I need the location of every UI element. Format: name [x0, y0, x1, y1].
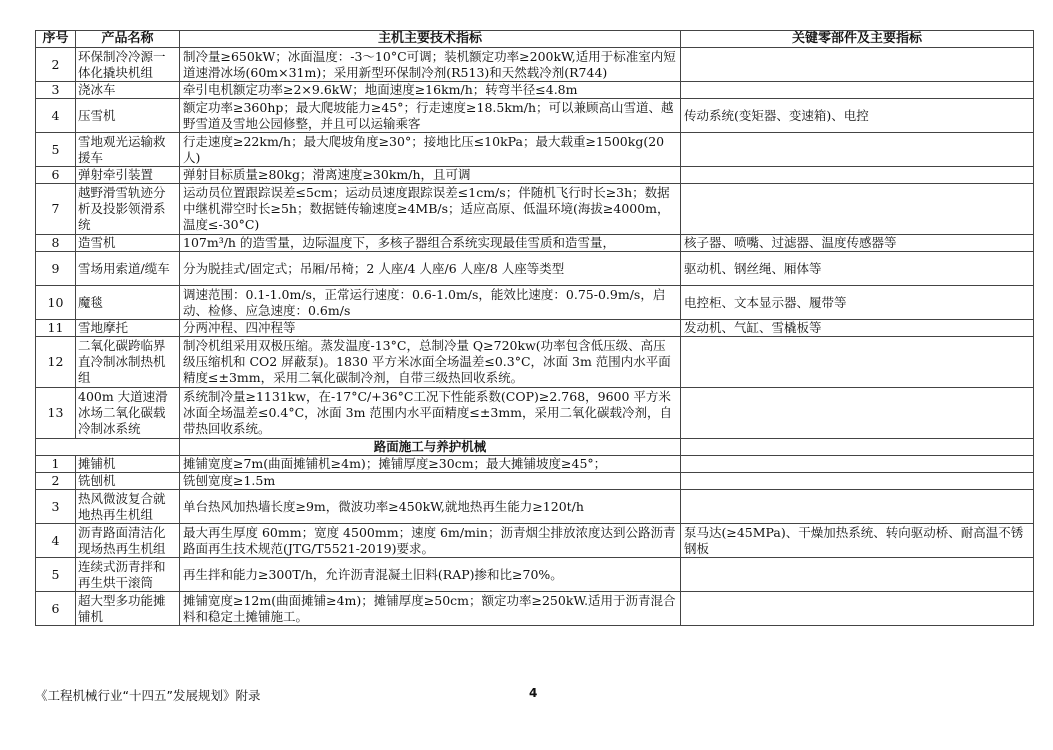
main-spec: 107m³/h 的造雪量，边际温度下，多核子器组合系统实现最佳雪质和造雪量，	[180, 235, 681, 252]
main-spec: 摊铺宽度≥7m(曲面摊铺机≥4m)；摊铺厚度≥30cm；最大摊铺坡度≥45°；	[180, 456, 681, 473]
key-parts	[681, 82, 1034, 99]
section-header-row	[36, 439, 1034, 456]
key-parts: 核子器、喷嘴、过滤器、温度传感器等	[681, 235, 1034, 252]
table-row	[36, 558, 1034, 592]
product-name: 造雪机	[76, 235, 180, 252]
main-spec: 牵引电机额定功率≥2×9.6kW；地面速度≥16km/h；转弯半径≤4.8m	[180, 82, 681, 99]
header-parts: 关键零部件及主要指标	[681, 31, 1034, 48]
table-row	[36, 490, 1034, 524]
product-name: 压雪机	[76, 99, 180, 133]
key-parts	[681, 558, 1034, 592]
product-name: 摊铺机	[76, 456, 180, 473]
row-number: 13	[36, 388, 76, 439]
key-parts: 泵马达(≥45MPa)、干燥加热系统、转向驱动桥、耐高温不锈钢板	[681, 524, 1034, 558]
row-number: 2	[36, 473, 76, 490]
main-spec: 行走速度≥22km/h；最大爬坡角度≥30°；接地比压≤10kPa；最大载重≥1500kg(20人)	[180, 133, 681, 167]
table-row	[36, 337, 1034, 388]
key-parts	[681, 48, 1034, 82]
table-row	[36, 99, 1034, 133]
key-parts: 发动机、气缸、雪橇板等	[681, 320, 1034, 337]
main-spec: 系统制冷量≥1131kw，在-17°C/+36°C工况下性能系数(COP)≥2.768，9600 平方米冰面全场温差≤0.4°C，冰面 3m 范围内水平面精度≤±3mm，采用二氧化碳载冷剂，自带热回收系统。	[180, 388, 681, 439]
product-name: 连续式沥青拌和再生烘干滚筒	[76, 558, 180, 592]
main-spec: 最大再生厚度 60mm；宽度 4500mm；速度 6m/min；沥青烟尘排放浓度达到公路沥青路面再生技术规范(JTG/T5521-2019)要求。	[180, 524, 681, 558]
product-name: 浇冰车	[76, 82, 180, 99]
main-spec: 铣刨宽度≥1.5m	[180, 473, 681, 490]
key-parts	[681, 592, 1034, 626]
table-row	[36, 592, 1034, 626]
product-name: 环保制冷冷源一体化撬块机组	[76, 48, 180, 82]
key-parts: 电控柜、文本显示器、履带等	[681, 286, 1034, 320]
product-name: 二氧化碳跨临界直冷制冰制热机组	[76, 337, 180, 388]
key-parts	[681, 456, 1034, 473]
header-name: 产品名称	[76, 31, 180, 48]
row-number: 3	[36, 82, 76, 99]
table-body	[36, 48, 1034, 626]
main-spec: 再生拌和能力≥300T/h，允许沥青混凝土旧料(RAP)掺和比≥70%。	[180, 558, 681, 592]
row-number: 3	[36, 490, 76, 524]
key-parts	[681, 184, 1034, 235]
product-name: 雪场用索道/缆车	[76, 252, 180, 286]
spec-table	[35, 30, 1034, 626]
row-number: 12	[36, 337, 76, 388]
row-number: 6	[36, 167, 76, 184]
table-row	[36, 524, 1034, 558]
key-parts	[681, 337, 1034, 388]
product-name: 雪地观光运输救援车	[76, 133, 180, 167]
table-row	[36, 184, 1034, 235]
key-parts	[681, 473, 1034, 490]
main-spec: 分为脱挂式/固定式；吊厢/吊椅；2 人座/4 人座/6 人座/8 人座等类型	[180, 252, 681, 286]
main-spec: 单台热风加热墙长度≥9m，微波功率≥450kW,就地热再生能力≥120t/h	[180, 490, 681, 524]
table-row	[36, 456, 1034, 473]
row-number: 4	[36, 99, 76, 133]
header-row	[36, 31, 1034, 48]
footer-document-title: 《工程机械行业“十四五”发展规划》附录	[35, 688, 261, 703]
product-name: 魔毯	[76, 286, 180, 320]
table-row	[36, 133, 1034, 167]
section-parts-cell	[681, 439, 1034, 456]
table-row	[36, 235, 1034, 252]
table-row	[36, 48, 1034, 82]
product-name: 热风微波复合就地热再生机组	[76, 490, 180, 524]
key-parts	[681, 133, 1034, 167]
row-number: 6	[36, 592, 76, 626]
section-num-cell	[36, 439, 180, 456]
section-title: 路面施工与养护机械	[180, 439, 681, 456]
product-name: 超大型多功能摊铺机	[76, 592, 180, 626]
table-row	[36, 286, 1034, 320]
main-spec: 调速范围：0.1-1.0m/s，正常运行速度：0.6-1.0m/s，能效比速度：0.75-0.9m/s，启动、检修、应急速度：0.6m/s	[180, 286, 681, 320]
main-spec: 额定功率≥360hp；最大爬坡能力≥45°；行走速度≥18.5km/h；可以兼顾高山雪道、越野雪道及雪地公园修整，并且可以运输乘客	[180, 99, 681, 133]
table-row	[36, 320, 1034, 337]
header-num: 序号	[36, 31, 76, 48]
main-spec: 制冷机组采用双极压缩。蒸发温度-13°C，总制冷量 Q≥720kw(功率包含低压级、高压级压缩机和 CO2 屏蔽泵)。1830 平方米冰面全场温差≤0.3°C，冰面 3m 范围内水平面精度≤±3mm，采用二氧化碳制冷剂，自带三级热回收系统。	[180, 337, 681, 388]
row-number: 5	[36, 133, 76, 167]
page-number: 4	[529, 686, 538, 700]
key-parts	[681, 388, 1034, 439]
key-parts: 驱动机、钢丝绳、厢体等	[681, 252, 1034, 286]
product-name: 400m 大道速滑冰场二氧化碳载冷制冰系统	[76, 388, 180, 439]
product-name: 沥青路面清洁化现场热再生机组	[76, 524, 180, 558]
table-row	[36, 473, 1034, 490]
header-spec: 主机主要技术指标	[180, 31, 681, 48]
main-spec: 运动员位置跟踪误差≤5cm；运动员速度跟踪误差≤1cm/s；伴随机飞行时长≥3h；数据中继机滞空时长≥5h；数据链传输速度≥4MB/s；适应高原、低温环境(海拔≥4000m，温度≤-30°C)	[180, 184, 681, 235]
main-spec: 弹射目标质量≥80kg；滑离速度≥30km/h，且可调	[180, 167, 681, 184]
key-parts	[681, 167, 1034, 184]
table-row	[36, 388, 1034, 439]
row-number: 5	[36, 558, 76, 592]
row-number: 11	[36, 320, 76, 337]
product-name: 铣刨机	[76, 473, 180, 490]
table-row	[36, 167, 1034, 184]
product-name: 雪地摩托	[76, 320, 180, 337]
table-row	[36, 82, 1034, 99]
product-name: 弹射牵引装置	[76, 167, 180, 184]
spec-table-sheet	[35, 30, 1033, 626]
product-name: 越野滑雪轨迹分析及投影领滑系统	[76, 184, 180, 235]
row-number: 2	[36, 48, 76, 82]
main-spec: 分两冲程、四冲程等	[180, 320, 681, 337]
key-parts: 传动系统(变矩器、变速箱)、电控	[681, 99, 1034, 133]
row-number: 1	[36, 456, 76, 473]
key-parts	[681, 490, 1034, 524]
table-row	[36, 252, 1034, 286]
row-number: 7	[36, 184, 76, 235]
main-spec: 摊铺宽度≥12m(曲面摊铺≥4m)；摊铺厚度≥50cm；额定功率≥250kW.适用于沥青混合料和稳定土摊铺施工。	[180, 592, 681, 626]
row-number: 8	[36, 235, 76, 252]
row-number: 4	[36, 524, 76, 558]
row-number: 9	[36, 252, 76, 286]
main-spec: 制冷量≥650kW；冰面温度：-3～10°C可调；装机额定功率≥200kW,适用于标准室内短道速滑冰场(60m×31m)；采用新型环保制冷剂(R513)和天然载冷剂(R744)	[180, 48, 681, 82]
row-number: 10	[36, 286, 76, 320]
